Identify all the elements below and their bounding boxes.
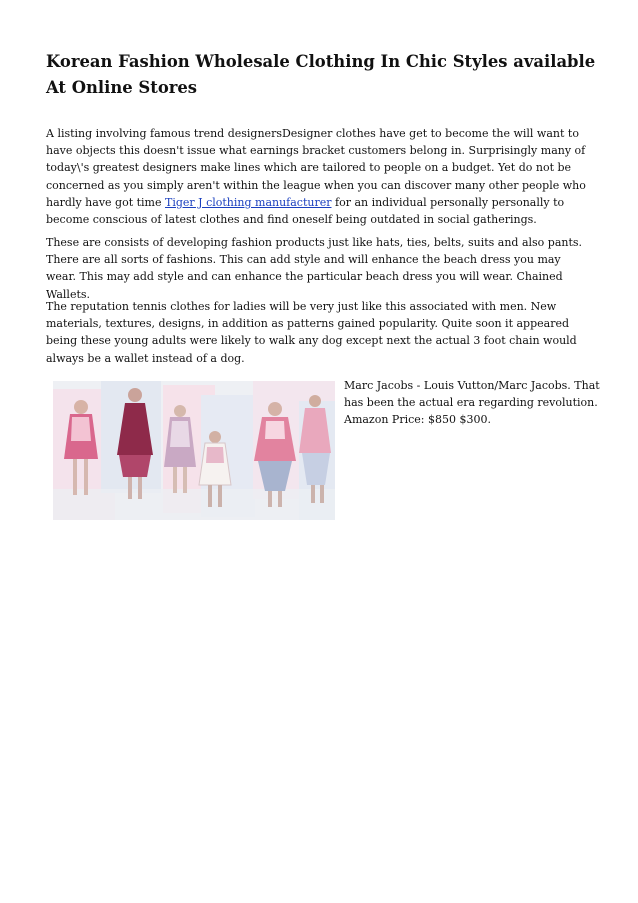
intro-text-start: A listing involving famous trend designersDesigner clothes have get to become the will want to have objects this doesn't issue what earnings bracket customers belong in. Surprisingly many of today\'s greatest designers make lines which are tailored to people on a budget. Yet do not be concerned as you simply aren't within the league when you can discover many other people who hardly have got time [46,127,586,209]
tiger-j-clothing-link[interactable]: Tiger J clothing manufacturer [165,195,332,209]
paragraph-intro [46,125,594,228]
fashion-sketch-image [53,381,335,520]
paragraph-products: These are consists of developing fashion products just like hats, ties, belts, suits and also pants. There are all sorts of fashions. This can add style and will enhance the beach dress you may wear. This may add style and can enhance the particular beach dress you will wear. Chained Wallets. [46,236,583,301]
article-title: Korean Fashion Wholesale Clothing In Chic Styles available At Online Stores [46,52,596,97]
paragraph-tennis-clothes: The reputation tennis clothes for ladies will be very just like this associated with men. New materials, textures, designs, in addition as patterns gained popularity. Quite soon it appeared being these young adults were likely to walk any dog except next the actual 3 foot chain would always be a wallet instead of a dog. [46,300,577,365]
image-caption: Marc Jacobs - Louis Vutton/Marc Jacobs. That has been the actual era regarding revolution. Amazon Price: $850 $300. [344,379,600,427]
fashion-illustration [53,381,335,520]
intro-text-end: for an individual personally personally to become conscious of latest clothes and find oneself being outdated in social gatherings. [46,195,565,227]
